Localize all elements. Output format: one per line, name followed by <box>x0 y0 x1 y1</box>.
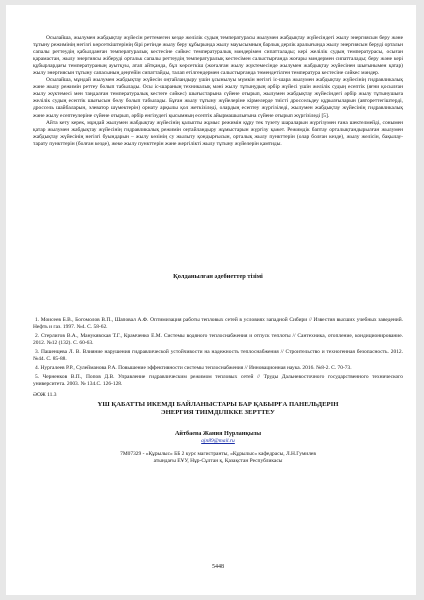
udc-code: ӘОЖ 11.3 <box>33 392 57 398</box>
body-paragraph-1: Осылайша, жылумен жабдықтау жүйесін реттемеген кезде желілік судың температурасы жылумен жабдықтау жүйесіндегі жылу энергиясын беру және тұтыну режимінің негізгі көрсеткіштерінің бірі ретінде жылу беру құбырында жылу мауысымның барлық дерлік аралығында жылу энергиясын беруді ортальн сапалы реттеудің қабылданған температуралық кестесіне сәйкес температуралық мәндерімен сипатталады; кері желілік судың температурасы, осыған қарамастан, жылу энергиясы жіберуді ортальк сапалы реттеудің температуралық кестесімен салыстырғанда жоғары мәндермен сипатталады; беру және кері құбырлардағы температураның ауытқуы, атап айтқанда, бұл көрсеткіш (жоғалған жылу жүктемесінде жылумен жабдықтау жүйесінен шығынымен қатар) жылу энергиясын тұтыну сапасының деңгейін сипаттайды, талап етілгендермен салыстырғанда төмендетілген температура кестесіне сәйкес мәндер. <box>33 35 403 77</box>
reference-item-2: 2. Стерлигов В.А., Манукявская Т.Г., Крамченко Е.М. Системы водяного теплоснабжения и отпуск теплоты // Сантехника, отопление, кондиционирование. 2012. №12 (132). С. 60-63. <box>33 333 403 347</box>
body-text <box>33 35 403 148</box>
article-title <box>33 401 403 418</box>
reference-item-5: 5. Черненков В.П., Попов Д.В. Управление гидравлическим режимом тепловых сетей // Труды Дальневосточного государственного технического университета. 2003. № 134.С. 126-128. <box>33 374 403 388</box>
reference-item-3: 3. Пашенцева Л. В. Влияние нарушения гидравлической устойчивости на надежность теплоснабжения // Строительство и техногенная безопасность. 2012. №44. С. 85-88. <box>33 349 403 363</box>
affiliation-line-2: атындағы ЕҰУ, Нұр-Сұлтан қ, Қазақстан Республикасы <box>153 458 283 465</box>
page-number: 5448 <box>212 564 224 570</box>
document-page <box>6 5 416 595</box>
reference-item-1: 1. Моисеев Б.В., Богомолов В.П., Шаповал А.Ф. Оптимизация работы тепловых сетей в условиях западной Сибири // Известия высших учебных заведений. Нефть и газ. 1997. №4. С. 58-62. <box>33 317 403 331</box>
author-affiliation <box>33 451 403 465</box>
affiliation-line-1: 7М07329 - «Құрылыс» ББ 2 курс магистранты, «Құрылыс» кафедрасы, Л.Н.Гумилев <box>120 451 316 457</box>
body-paragraph-2: Осылайша, мұндай жылумен жабдықтау жүйесін оңтайландыру үшін ұсынылуы мүмкін негізгі іс-шара жылумен жабдықтау жүйесінің гидравликалық және жылу режимін реттеу болып табылады. Осы іс-шараның техникалық мәні жылу тұтынудың әрбір жүйесі үшін желілік судың есептік (яғни қосылған жылу жүктемесі мен таңдалған температуралық кестеге сәйкес) шығыстарына сүйене отырып, жылумен жабдықтау жүйесіндегі әрбір жылу тұтынушыға желілік судың есептік шығысын бөлу болып табылады. Бұған жылу тұтыну жүйелеріне кірмелерде тиісті дроссельдеу құрылғыларын (автореттегіштерді, дроссель шайбаларын, элеватор шүмектерін) орнату арқылы қол жеткізіледі, олардың есептеу жүргізіледі, жылумен жабдықтау жүйесінің гидравликалық және жылу есептеулеріне сүйене отырып, әрбір енгізудегі қысымның есептік айырмашылығына сүйене отырып жүргізіледі [5]. <box>33 77 403 119</box>
author-email-link[interactable]: ajn89@mail.ru <box>201 438 235 444</box>
references-heading: Қолданылған әдебиеттер тізімі <box>173 273 263 280</box>
body-paragraph-3: Айта кету керек, мұндай жылумен жабдықтау жүйесінің қалыпты жұмыс режимін құру тек түзету шараларын жүргізумен ғана шектелмейді, сонымен қатар жылумен жабдықтау жүйесінің гидравликалық режимін оңтайландыру жұмыстарын жүргізу қажет. Режимдік баптау орталықтандырылған жылумен жабдықтау жүйесінің негізгі буындарын – жылу көзінің су жылыту қондырғысын, орталық жылу пункттерін (олар болған кезде), жылу желісін, бақылау-тарату пункттерін (болған кезде), жеке жылу пункттерін және жергілікті жылу тұтыну жүйелерін қамтиды. <box>33 119 403 147</box>
reference-item-4: 4. Нургалеев Р.Р., Сулейманова Р.А. Повышение эффективности системы теплоснабжения // Инновационная наука. 2016. №8-2. С. 70-73. <box>35 365 352 372</box>
author-name: Айтбаева Жания Нурланқызы <box>174 430 262 437</box>
article-title-line-2: ЭНЕРГИЯ ТИІМДІЛІККЕ ЗЕРТТЕУ <box>161 409 275 417</box>
references-list <box>33 317 403 390</box>
article-title-line-1: ҮШ ҚАБАТТЫ ИКЕМДІ БАЙЛАНЫСТАРЫ БАР ҚАБЫРҒА ПАНЕЛЬДЕРІН <box>97 401 339 408</box>
